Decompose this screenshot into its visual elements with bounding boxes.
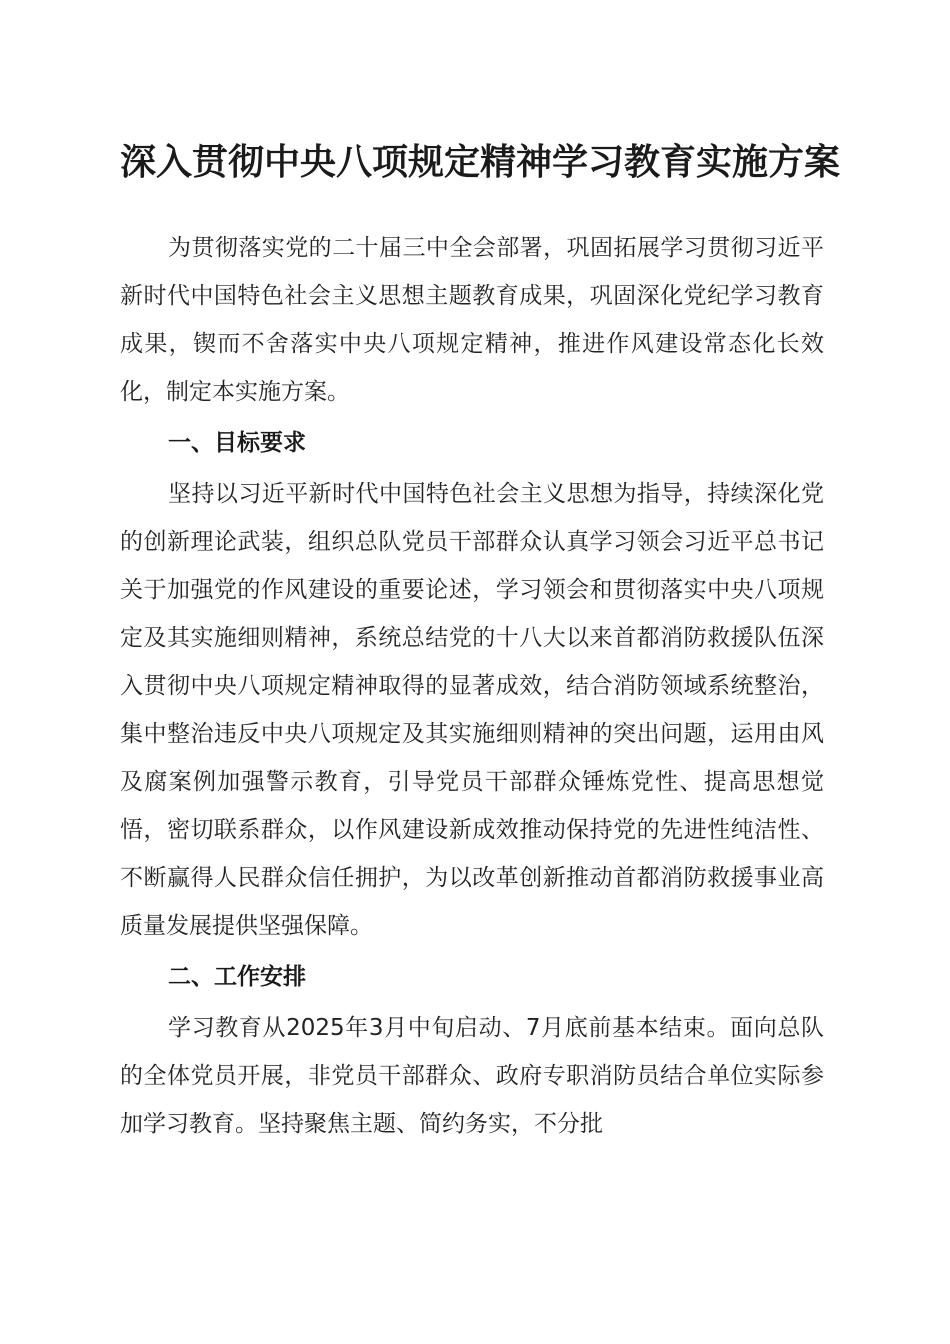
section-heading-goals: 一、目标要求 <box>168 430 306 456</box>
section-paragraph-arrangement: 学习教育从2025年3月中旬启动、7月底前基本结束。面向总队的全体党员开展，非党员干部群众、政府专职消防员结合单位实际参加学习教育。坚持聚焦主题、简约务实，不分批 <box>120 1015 824 1137</box>
document-body <box>120 224 824 1148</box>
intro-paragraph: 为贯彻落实党的二十届三中全会部署，巩固拓展学习贯彻习近平新时代中国特色社会主义思想主题教育成果，巩固深化党纪学习教育成果，锲而不舍落实中央八项规定精神，推进作风建设常态化长效化，制定本实施方案。 <box>120 235 824 405</box>
section-paragraph-goals: 坚持以习近平新时代中国特色社会主义思想为指导，持续深化党的创新理论武装，组织总队党员干部群众认真学习领会习近平总书记关于加强党的作风建设的重要论述，学习领会和贯彻落实中央八项规定及其实施细则精神，系统总结党的十八大以来首都消防救援队伍深入贯彻中央八项规定精神取得的显著成效，结合消防领域系统整治，集中整治违反中央八项规定及其实施细则精神的突出问题，运用由风及腐案例加强警示教育，引导党员干部群众锤炼党性、提高思想觉悟，密切联系群众，以作风建设新成效推动保持党的先进性纯洁性、不断赢得人民群众信任拥护，为以改革创新推动首都消防救援事业高质量发展提供坚强保障。 <box>120 481 824 939</box>
document-page <box>120 0 841 1344</box>
section-heading-arrangement: 二、工作安排 <box>168 964 306 990</box>
document-title: 深入贯彻中央八项规定精神学习教育实施方案 <box>120 141 841 183</box>
